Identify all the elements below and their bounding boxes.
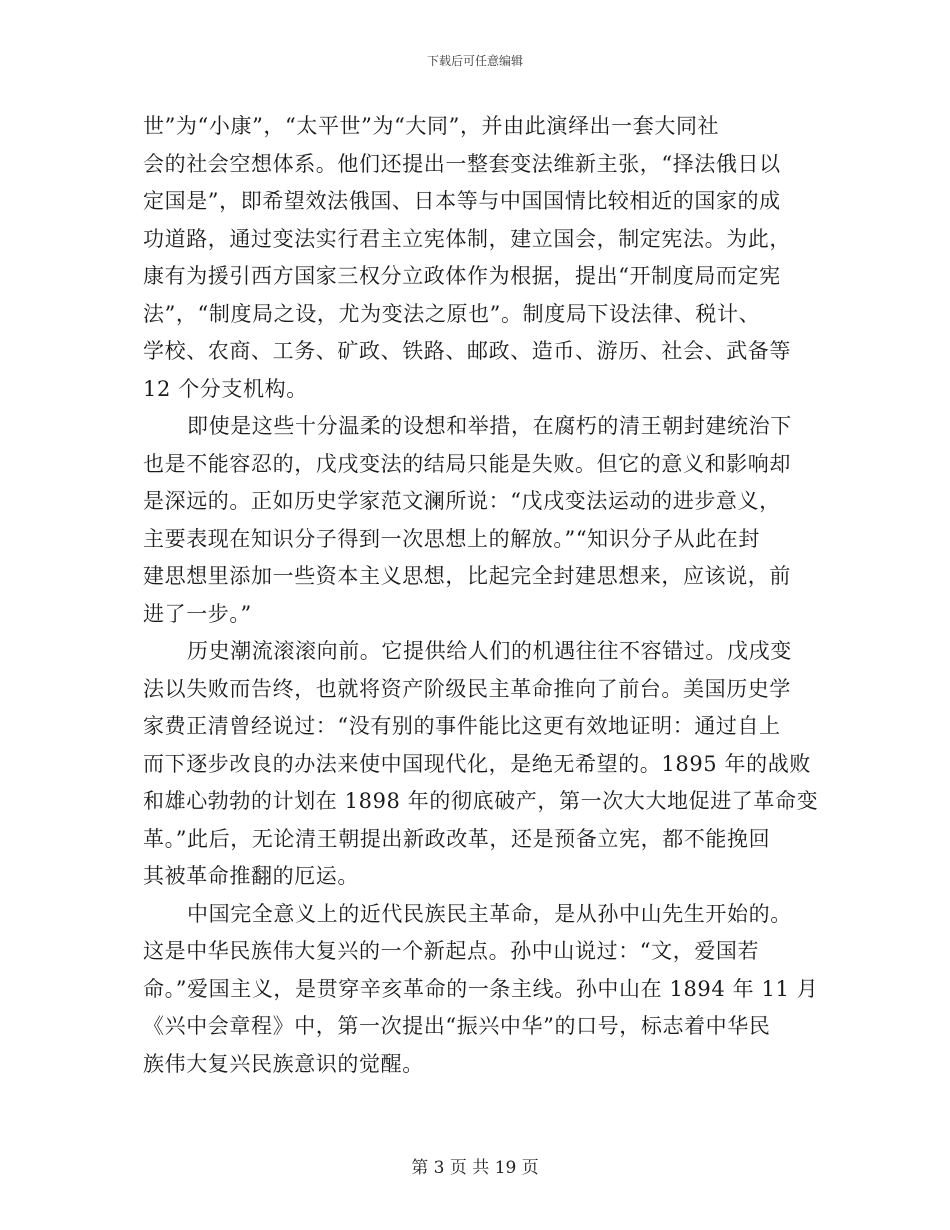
text-line: 法”，“制度局之设，尤为变法之原也”。制度局下设法律、税计、 bbox=[143, 301, 761, 326]
text-line: 即使是这些十分温柔的设想和举措，在腐朽的清王朝封建统治下 bbox=[187, 414, 792, 438]
paragraph-2 bbox=[143, 408, 808, 633]
text-line: 世”为“小康”，“太平世”为“大同”，并由此演绎出一套大同社 bbox=[143, 114, 720, 138]
text-line: 命。”爱国主义，是贯穿辛亥革命的一条主线。孙中山在 1894 年 11 月 bbox=[143, 976, 819, 1001]
text-line: 和雄心勃勃的计划在 1898 年的彻底破产，第一次大大地促进了革命变 bbox=[143, 789, 819, 813]
text-line: 定国是”，即希望效法俄国、日本等与中国国情比较相近的国家的成 bbox=[143, 189, 781, 213]
text-line: 其被革命推翻的厄运。 bbox=[143, 864, 359, 888]
text-line: 革。”此后，无论清王朝提出新政改革，还是预备立宪，都不能挽回 bbox=[143, 826, 771, 851]
document-body bbox=[143, 108, 819, 1083]
paragraph-4 bbox=[143, 896, 819, 1084]
paragraph-3 bbox=[143, 633, 819, 896]
text-line: 而下逐步改良的办法来使中国现代化，是绝无希望的。1895 年的战败 bbox=[143, 751, 811, 776]
text-line: 中国完全意义上的近代民族民主革命，是从孙中山先生开始的。 bbox=[187, 901, 792, 926]
text-line: 进了一步。” bbox=[143, 601, 252, 626]
text-line: 会的社会空想体系。他们还提出一整套变法维新主张，“择法俄日以 bbox=[143, 151, 781, 176]
text-line: 也是不能容忍的，戊戌变法的结局只能是失败。但它的意义和影响却 bbox=[143, 451, 791, 476]
text-line: 法以失败而告终，也就将资产阶级民主革命推向了前台。美国历史学 bbox=[143, 676, 791, 701]
page-header: 下载后可任意编辑 bbox=[426, 54, 523, 68]
text-line: 是深远的。正如历史学家范文澜所说：“戊戌变法运动的进步意义， bbox=[143, 489, 781, 513]
text-line: 功道路，通过变法实行君主立宪体制，建立国会，制定宪法。为此， bbox=[143, 226, 791, 251]
text-line: 历史潮流滚滚向前。它提供给人们的机遇往往不容错过。戊戌变 bbox=[187, 639, 792, 663]
text-line: 康有为援引西方国家三权分立政体作为根据，提出“开制度局而定宪 bbox=[143, 264, 781, 288]
page-number-footer: 第 3 页 共 19 页 bbox=[411, 1158, 539, 1178]
text-line: 主要表现在知识分子得到一次思想上的解放。”“知识分子从此在封 bbox=[143, 526, 760, 551]
text-line: 家费正清曾经说过：“没有别的事件能比这更有效地证明：通过自上 bbox=[143, 714, 781, 738]
text-line: 12 个分支机构。 bbox=[143, 376, 308, 401]
paragraph-1 bbox=[143, 108, 808, 408]
text-line: 族伟大复兴民族意识的觉醒。 bbox=[143, 1051, 424, 1076]
text-line: 这是中华民族伟大复兴的一个新起点。孙中山说过：“文，爱国若 bbox=[143, 939, 760, 963]
text-line: 建思想里添加一些资本主义思想，比起完全封建思想来，应该说，前 bbox=[143, 564, 791, 588]
text-line: 学校、农商、工务、矿政、铁路、邮政、造币、游历、社会、武备等 bbox=[143, 339, 791, 363]
text-line: 《兴中会章程》中，第一次提出“振兴中华”的口号，标志着中华民 bbox=[143, 1014, 771, 1038]
